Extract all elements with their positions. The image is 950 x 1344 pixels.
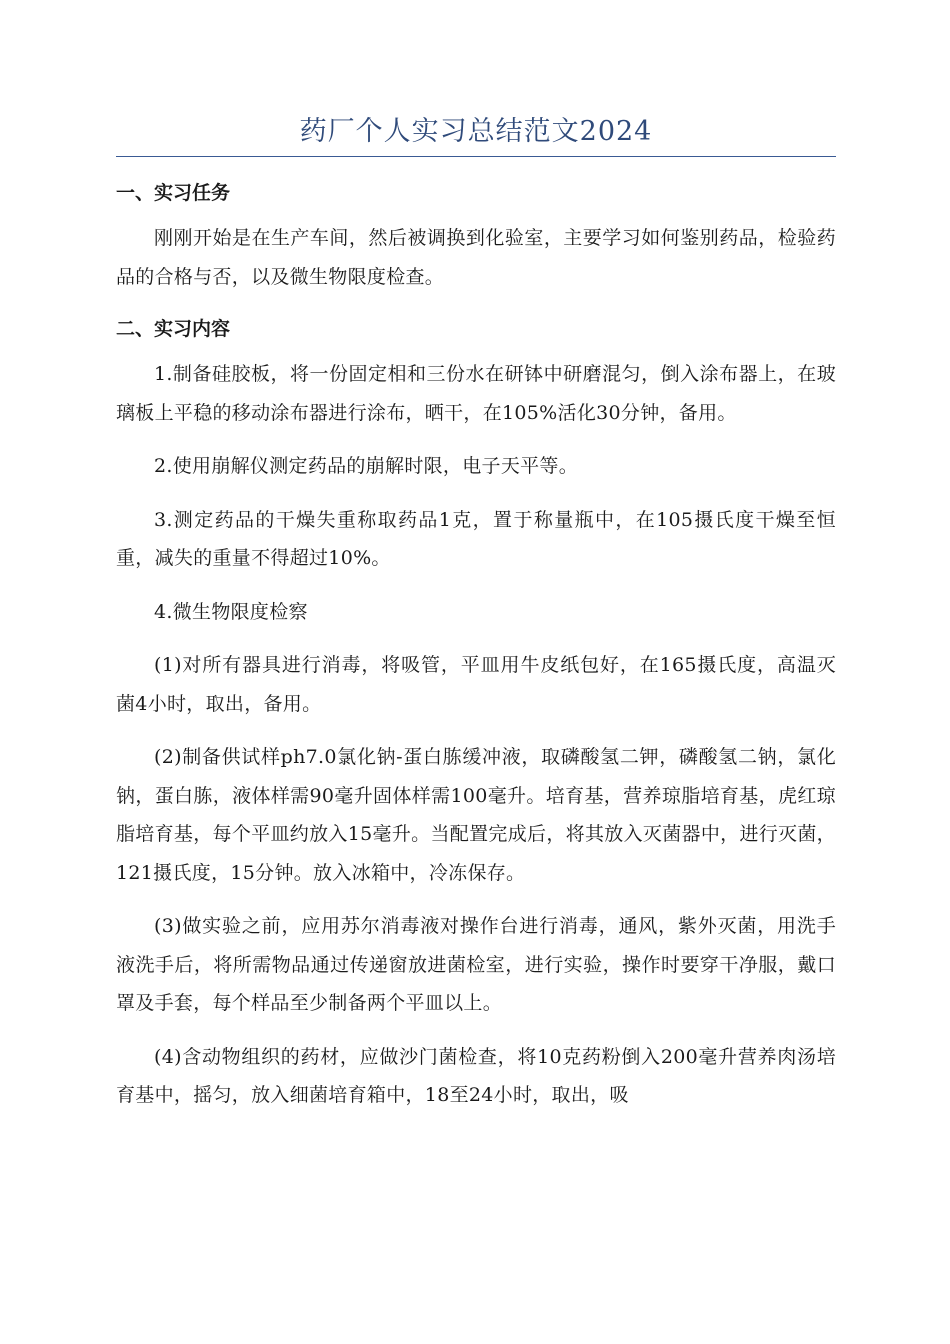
paragraph: (3)做实验之前，应用苏尔消毒液对操作台进行消毒，通风，紫外灭菌，用洗手液洗手后，将所需物品通过传递窗放进菌检室，进行实验，操作时要穿干净服，戴口罩及手套，每个样品至少制备两个平皿以上。 <box>116 915 836 1014</box>
document-title: 药厂个人实习总结范文2024 <box>116 112 836 157</box>
paragraph: 4.微生物限度检察 <box>154 600 308 623</box>
section-heading: 二、实习内容 <box>116 318 231 340</box>
paragraph: 2.使用崩解仪测定药品的崩解时限，电子天平等。 <box>154 455 579 477</box>
paragraph: (2)制备供试样ph7.0氯化钠-蛋白胨缓冲液，取磷酸氢二钾，磷酸氢二钠，氯化钠，蛋白胨，液体样需90毫升固体样需100毫升。培育基，营养琼脂培育基，虎红琼脂培育基，每个平皿约放入15毫升。当配置完成后，将其放入灭菌器中，进行灭菌，121摄氏度，15分钟。放入冰箱中，冷冻保存。 <box>116 746 836 884</box>
paragraph: (4)含动物组织的药材，应做沙门菌检查，将10克药粉倒入200毫升营养肉汤培育基中，摇匀，放入细菌培育箱中，18至24小时，取出，吸 <box>116 1045 836 1106</box>
section-internship-task <box>116 175 836 296</box>
paragraph: 1.制备硅胶板，将一份固定相和三份水在研钵中研磨混匀，倒入涂布器上，在玻璃板上平稳的移动涂布器进行涂布，晒干，在105%活化30分钟，备用。 <box>116 363 836 424</box>
document-page <box>116 112 836 1130</box>
section-internship-content <box>116 311 836 1115</box>
paragraph: 3.测定药品的干燥失重称取药品1克，置于称量瓶中，在105摄氏度干燥至恒重，减失的重量不得超过10%。 <box>116 508 836 569</box>
paragraph: (1)对所有器具进行消毒，将吸管，平皿用牛皮纸包好，在165摄氏度，高温灭菌4小时，取出，备用。 <box>116 654 836 715</box>
paragraph: 刚刚开始是在生产车间，然后被调换到化验室，主要学习如何鉴别药品，检验药品的合格与否，以及微生物限度检查。 <box>116 227 836 288</box>
section-heading: 一、实习任务 <box>116 182 231 204</box>
